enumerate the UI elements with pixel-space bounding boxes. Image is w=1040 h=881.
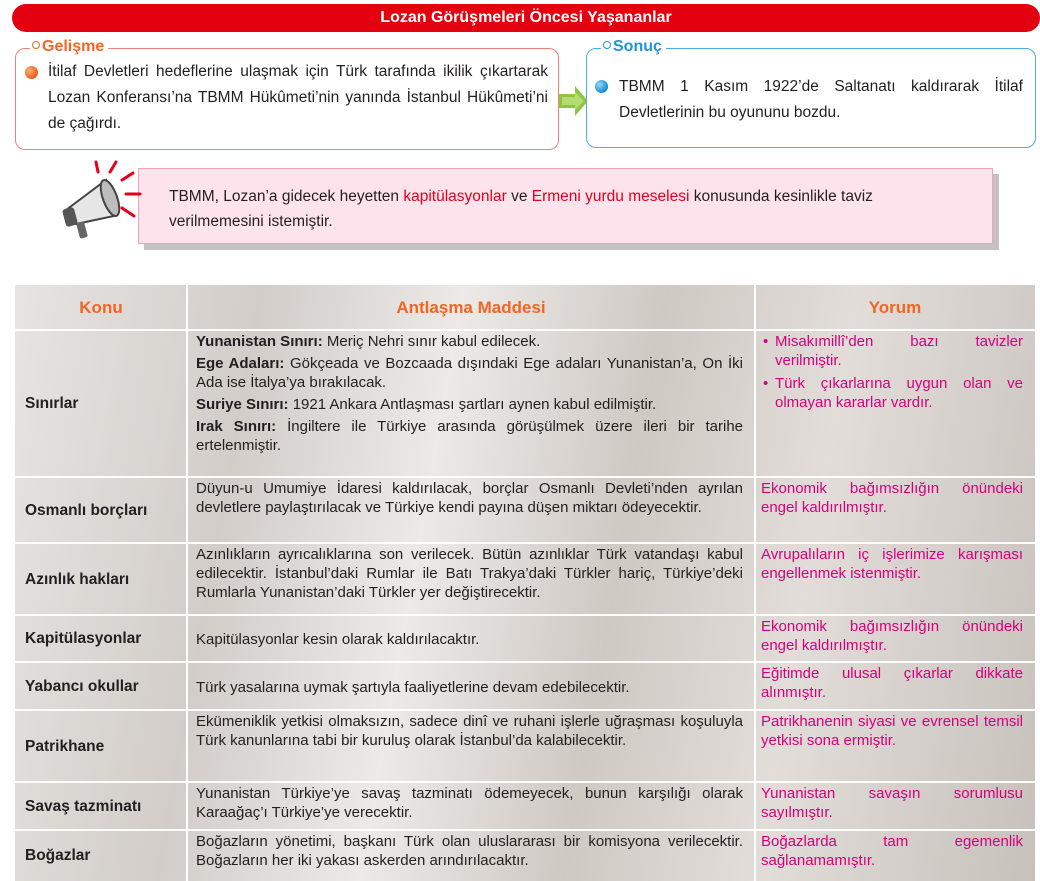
- row-comment: Ekonomik bağımsızlığın önündeki engel kaldırılmıştır.: [761, 618, 1023, 654]
- list-item: • Türk çıkarlarına uygun olan ve olmayan kararlar vardır.: [761, 374, 1023, 412]
- row-article: Türk yasalarına uymak şartıyla faaliyetlerine devam edebilecektir.: [196, 678, 630, 696]
- note-highlight-capitulations: kapitülasyonlar: [403, 188, 507, 205]
- row-comment: Patrikhanenin siyasi ve evrensel temsil yetkisi sona ermiştir.: [761, 713, 1023, 749]
- table-divider: [186, 285, 188, 881]
- note-text: TBMM, Lozan’a gidecek heyetten kapitülasyonlar ve Ermeni yurdu meselesi konusunda kesinlikle taviz verilmemesini istemiştir.: [169, 188, 873, 230]
- orange-bullet-icon: [25, 66, 38, 79]
- development-title: Gelişme: [30, 38, 108, 56]
- result-box: [586, 38, 1036, 148]
- row-topic: Azınlık hakları: [25, 570, 130, 588]
- table-divider: [15, 781, 1035, 783]
- table-divider: [15, 542, 1035, 544]
- row-topic: Patrikhane: [25, 737, 105, 755]
- table-divider: [15, 829, 1035, 831]
- result-title: Sonuç: [601, 38, 666, 56]
- page-title-banner: Lozan Görüşmeleri Öncesi Yaşananlar: [12, 4, 1040, 32]
- table-divider: [15, 661, 1035, 663]
- row-article: Boğazların yönetimi, başkanı Türk olan uluslararası bir komisyona verilecektir. Boğazların her iki yakası askerden arındırılacaktır.: [196, 833, 743, 869]
- row-topic: Yabancı okullar: [25, 677, 139, 695]
- row-article: Yunanistan Türkiye’ye savaş tazminatı ödemeyecek, bunun karşılığı olarak Karaağaç’ı Türkiye’ye verecektir.: [196, 785, 743, 821]
- table-divider: [754, 285, 756, 881]
- header-topic: Konu: [79, 298, 123, 317]
- row-article: Düyun-u Umumiye İdaresi kaldırılacak, borçlar Osmanlı Devleti’nden ayrılan devletlere paylaştırılacak ve Türkiye kendi payına düşen miktarı ödeyecektir.: [196, 480, 743, 516]
- development-text: İtilaf Devletleri hedeflerine ulaşmak için Türk tarafında ikilik çıkartarak Lozan Konferansı’na TBMM Hükûmeti’nin yanında İstanbul Hükûmeti’ni de çağırdı.: [48, 63, 548, 132]
- row-article: Ekümeniklik yetkisi olmaksızın, sadece dinî ve ruhani işlerle uğraşması koşuluyla Türk kanunlarına tabi bir kuruluş olarak İstanbul’da kalabilecektir.: [196, 713, 743, 749]
- treaty-table: [15, 285, 1035, 881]
- development-box: [15, 38, 559, 150]
- row-topic: Osmanlı borçları: [25, 501, 148, 519]
- right-arrow-icon: [559, 84, 589, 118]
- row-topic: Boğazlar: [25, 847, 91, 864]
- table-divider: [15, 476, 1035, 478]
- result-text: TBMM 1 Kasım 1922’de Saltanatı kaldırarak İtilaf Devletlerinin bu oyununu bozdu.: [619, 78, 1023, 121]
- megaphone-icon: [58, 158, 148, 248]
- row-comment: Eğitimde ulusal çıkarlar dikkate alınmıştır.: [761, 665, 1023, 701]
- row-comment: Boğazlarda tam egemenlik sağlanamamıştır.: [761, 833, 1023, 869]
- table-divider: [15, 329, 1035, 331]
- note-highlight-armenian: Ermeni yurdu meselesi: [531, 188, 690, 205]
- table-divider: [15, 614, 1035, 616]
- header-comment: Yorum: [868, 298, 922, 317]
- header-article: Antlaşma Maddesi: [396, 298, 546, 317]
- row-comment: Avrupalıların iç işlerimize karışması engellenmek istenmiştir.: [761, 546, 1023, 582]
- blue-bullet-icon: [595, 80, 608, 93]
- row-topic: Kapitülasyonlar: [25, 630, 142, 647]
- row-article: Kapitülasyonlar kesin olarak kaldırılacaktır.: [196, 631, 480, 648]
- table-divider: [15, 709, 1035, 711]
- row-comment: Yunanistan savaşın sorumlusu sayılmıştır.: [761, 785, 1023, 821]
- row-topic: Sınırlar: [25, 395, 79, 412]
- article-borders: Yunanistan Sınırı: Meriç Nehri sınır kabul edilecek. Ege Adaları: Gökçeada ve Bozcaada dışındaki Ege adaları Yunanistan’a, On İki Ada ise İtalya’ya bırakılacak. Suriye Sınırı: 1921 Ankara Antlaşması şartları aynen kabul edilmiştir. Irak Sınırı: İngiltere ile Türkiye arasında görüşülmek üzere ileri bir tarihe ertelenmiştir.: [196, 333, 743, 454]
- row-article: Azınlıkların ayrıcalıklarına son verilecek. Bütün azınlıklar Türk vatandaşı kabul edilecektir. İstanbul’daki Rumlar ile Batı Trakya’daki Türkler hariç, Türkiye’deki Rumlarla Yunanistan’daki Türkler yer değiştirecektir.: [196, 546, 743, 601]
- list-item: • Misakımillî’den bazı tavizler verilmiştir.: [761, 332, 1023, 370]
- row-topic: Savaş tazminatı: [25, 797, 142, 815]
- ring-icon: [603, 41, 611, 49]
- comment-borders: [755, 330, 1035, 477]
- note-box: [138, 168, 993, 244]
- row-comment: Ekonomik bağımsızlığın önündeki engel kaldırılmıştır.: [761, 480, 1023, 516]
- ring-icon: [32, 41, 40, 49]
